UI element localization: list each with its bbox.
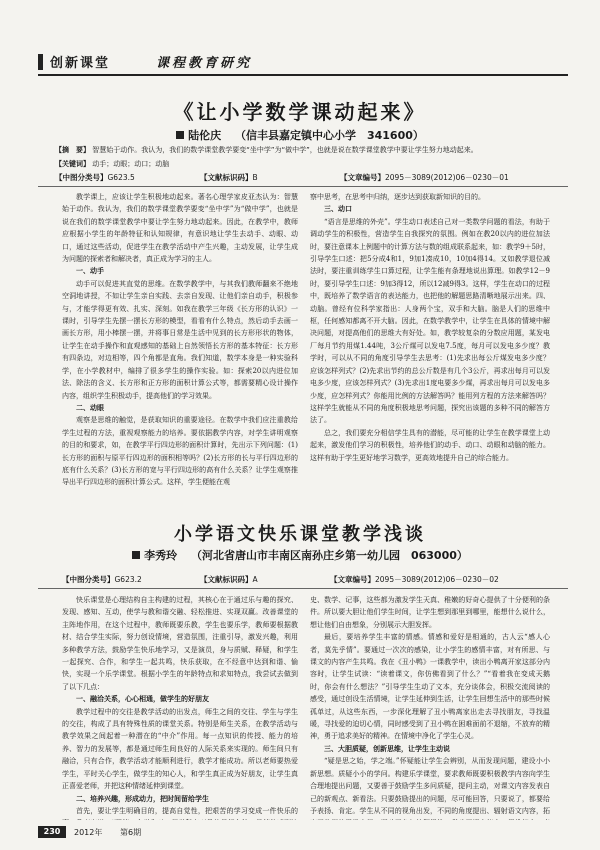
header-marker xyxy=(38,54,43,70)
keywords-label: 【关键词】 xyxy=(55,160,90,168)
abstract-label: 【摘 要】 xyxy=(55,146,90,154)
art-label: 【文章编号】 xyxy=(330,575,375,584)
doc-value: B xyxy=(252,173,258,182)
section-heading: 二、培养兴趣，形成动力，把时间留给学生 xyxy=(76,793,209,803)
section-heading: 二、动眼 xyxy=(76,402,104,412)
cls-value: G623.2 xyxy=(114,575,142,584)
doc-label: 【文献标识码】 xyxy=(200,173,253,182)
footer-year: 2012年 xyxy=(74,828,103,837)
section-heading: 三、动口 xyxy=(324,204,352,214)
paragraph: 观察是思维的触觉，是获取知识的重要途径。在数学中我们应注重教给学生过程的方法，重视观察能力的培养。要依据教学内容，对学生讲明观察的目的和要求，如，在教学平行四边形的面积计算时，先出示下列问题：(1)长方形的面积与原平行四边形的面积相等吗？(2)长方形的长与平行四边形的底有什么关系？(3)长方形的宽与平行四边形的高有什么关系？让学生观察推导出平行四边形的面积计算公式。这样，学生便能在观 xyxy=(62,416,298,487)
section-heading: 一、动手 xyxy=(76,266,104,276)
doc-label: 【文献标识码】 xyxy=(200,575,253,584)
paragraph: 总之，我们要充分相信学生具有的潜能，尽可能的让学生在教学课堂上动起来，激发他们学习的积极性，培养他们的动手、动口、动眼和动脑的能力。这样有助于学生更好地学习数学，更高效地提升自己的综合能力。 xyxy=(310,428,550,462)
doc-value: A xyxy=(252,575,258,584)
section-label: 创新课堂 xyxy=(50,56,111,71)
article2-affiliation: （河北省唐山市丰南区南孙庄乡第一幼儿园 063000） xyxy=(190,549,468,562)
article1-author-line xyxy=(0,127,600,143)
divider xyxy=(38,588,568,589)
article1-cls xyxy=(55,172,135,183)
paragraph: 动手可以促进其直觉的思维。在数学教学中，与其我们教师翻来不绝地空洞地讲授，不如让学生亲自实践、去亲自发现、让他们亲自动手，积极参与，才能学得更有效、扎实、深刻。如我在教学三年级《长方形的认识》一课时，引导学生先摆一摆长方形的模型，看看有什么特点，然后动手去画一画长方形，用小棒摆一摆，并将事日常是生活中见到的长方形形状的物体，让学生在动手操作和直观感知的基础上自然领悟长方形的基本特征：长方形有四条边，对边相等，四个角都是直角。我们知道，数学本身是一种实验科学，在小学教材中，编排了很多学生的操作实验。如：探索20以内进位加法、除法的含义、长方形和正方形的面积计算公式等，都需要精心设计操作内容，组织学生积极动手，提高他们的学习效果。 xyxy=(62,279,298,400)
paragraph: 最后，要培养学生丰富的情感。情感和爱好是相通的，古人云“感人心者，莫先乎情”。要通过一次次的感染，让小学生的感情丰富，对有所思、与课文的内容产生共鸣。我在《丑小鸭》一课教学中，读出小鸭离开家这部分内容时，让学生试读：“读着课文，你仿佛看到了什么？”“看着我在变成天鹅时，你会有什么想法？”引导学生生动了文本，充分谈体会，积极交流阅读的感受，通过创设生活情境，让学生延伸到生活，让学生回想生活中的那些时候孤单过，从这些东西，一步深化理解了丑小鸭离家出走去寻找朋友，寻找温暖，寻找爱的迫切心情，同时感受到了丑小鸭在困难面前不退缩，不放弃的精神，勇于追求美好的精神。在情境中净化了学生心灵。 xyxy=(310,633,550,741)
art-value: 2095－3089(2012)06－0230－02 xyxy=(375,575,499,584)
cls-label: 【中图分类号】 xyxy=(62,575,115,584)
cls-value: G623.5 xyxy=(107,173,135,182)
page-header xyxy=(38,50,568,76)
author-square-icon xyxy=(132,551,140,559)
paragraph: 首先，要让学生明确目的，提高自觉性，把艰苦的学习变成一件快乐的 xyxy=(76,806,298,815)
cls-label: 【中图分类号】 xyxy=(55,173,108,182)
section-heading: 一、融洽关系，心心相通，做学生的好朋友 xyxy=(76,694,209,704)
paragraph: “疑是思之始，学之端。”怀疑能让学生会辨别，从而发现问题，建设小小新思想。质疑小小的学问。构建乐学课堂，要求教师既要积极教学内容向学生合理地提出问题，又要善于鼓励学生多问质疑，提问主动，对课文内容发表自己的新观点、新看法。只要鼓励提出的问题，尽可能回答，只要说了，都要给予表扬、肯定。学生从不同的视角出发，不同的角度提出、辐射语文内容，拓 xyxy=(310,757,550,815)
article2-author: 李秀玲 xyxy=(144,549,178,562)
article1-art xyxy=(340,172,509,183)
article2-art xyxy=(330,574,499,585)
article1-abstract xyxy=(55,145,565,156)
article1-affiliation: （信丰县嘉定镇中心小学 341600） xyxy=(234,129,424,142)
keywords-text: 动手；动眼；动口；动脑 xyxy=(92,160,170,168)
article2-title: 小学语文快乐课堂教学浅谈 xyxy=(174,524,426,545)
section-heading: 三、大胆质疑，创新思维，让学生主动说 xyxy=(324,743,450,753)
paragraph: 快乐课堂是心理结构自主构建的过程，其核心在于通过乐与趣的探究、发现、感知、互动，使学与教和谐交融、轻松推进、实现双赢。改善课堂的主阵地作用，在这个过程中，教师既要乐教，学生也要乐学，教师要根据教材、结合学生实际，努力创设情境，营造氛围，注重引导，激发兴趣，利用多种教学方法，鼓励学生快乐地学习，又是演员，身与质赋、释疑，和学生一起探究、合作，和学生一起共鸣，快乐获取，在不经意中达到和谐、愉快，实现一个乐学课堂。根据小学生的年龄特点和求知特点，我尝试去做到了以下几点： xyxy=(62,596,298,691)
article2-doc xyxy=(200,574,258,585)
article2-left-column xyxy=(62,594,298,820)
article1-left-column xyxy=(62,191,298,491)
article2-author-line xyxy=(0,547,600,563)
article2-right-column xyxy=(310,594,550,820)
footer-issue: 第6期 xyxy=(120,828,142,837)
paragraph: 教学课上，应该让学生积极地动起来。著名心理学家皮亚杰认为：智慧始于动作。我认为，我们的数学课堂教学要变“坐中学”为“做中学”，也就是说在我们的数学课堂教学中要让学生努力地动起来。因此，在教学中，教师应根据小学生的年龄特征和认知规律，有意识地让学生去动手、动眼、动口，通过这些活动，促进学生在教学活动中产生兴趣，主动发展，让学生成为问题的探索者和解决者，真正成为学习的主人。 xyxy=(62,193,298,264)
art-label: 【文章编号】 xyxy=(340,173,385,182)
article1-doc xyxy=(200,172,258,183)
abstract-text: 智慧始于动作。我认为，我们的数学课堂教学要变“坐中学”为“做中学”，也就是说在数学课堂教学中要让学生努力地动起来。 xyxy=(92,146,478,154)
article1-title: 《让小学数学课动起来》 xyxy=(173,100,427,124)
journal-name: 课程教育研究 xyxy=(156,56,253,71)
page-footer xyxy=(38,826,568,840)
author-square-icon xyxy=(176,131,184,139)
paragraph: 察中思考，在思考中归纳，逐步达到获取新知识的目的。 xyxy=(310,193,485,201)
article1-author: 陆伦庆 xyxy=(188,129,222,142)
paragraph: 教学过程中的交往是教学活动的出发点，师生之间的交往、学生与学生的交往，构成了具有特殊性质的课堂关系。特别是师生关系，在教学活动与教学效果之间起着一种潜在的“中介”作用。每一点知识的传授、能力的培养、智力的发展等，都是通过师生间良好的人际关系来实现的。师生间只有融洽，只有合作，教学活动才能顺利进行，教学才能成功。所以老师要热爱学生，平时关心学生，做学生的知心人，和学生真正成为好朋友，让学生真正喜爱老师，并把这种情绪延伸到课堂。 xyxy=(62,707,298,791)
paragraph: 史、数学、记事，这些都为激发学生天真、稚嫩的好奇心提供了十分便利的条件。所以要大胆让他们学生时间，让学生想到那里到哪里，能想什么说什么，想让他们自由想象，分别展示大胆发挥。 xyxy=(310,596,550,629)
article2-cls xyxy=(62,574,142,585)
page-number: 230 xyxy=(38,826,66,838)
paragraph: “语言是思维的外壳”。学生动口表述自己对一类数学问题的看法，有助于调动学生的积极性，营造学生自我探究的氛围。例如在教20以内的进位加法时，要注意课本上例题中的计算方法与数的组成联系起来，如：教学9＋5时，引导学生口述：把5分成4和1，9加1凑成10，10加4得14。又如教学退位减法时，要注重训练学生口算过程，让学生能有条理地说出算理。如教学12－9时，要引导学生口述：9加3得12，所以12减9得3。这样，学生在动口的过程中，既培养了数学语言的表达能力，也把他的解题思路清晰地展示出来。四、动脑。曾经有位科学家指出：人身两个宝，双手和大脑。脑是人们的思维中枢，任何感知都离不开大脑。因此，在数学教学中，让学生在具体的情境中解决问题，对提高他们的思维大有好处。如，教学较复杂的分数应用题，某发电厂每月节约用煤1.44吨，3公斤煤可以发电7.5度，每月可以发电多少度？教学时，可以从不同的角度引导学生去思考：(1)先求出每公斤煤发电多少度？应该怎样列式？(2)先求出节约的总公斤数是有几个3公斤，再求出每月可以发电多少度，应该怎样列式？(3)先求出1度电要多少煤，再求出每月可以发电多少度，应怎样列式？你能用比例的方法解答吗？能用列方程的方法来解答吗？这样学生就能从不同的角度积极地思考问题，探究出该题的多种不同的解答方法了。 xyxy=(310,217,550,425)
divider xyxy=(38,186,568,187)
article1-keywords xyxy=(55,159,565,170)
art-value: 2095－3089(2012)06－0230－01 xyxy=(385,173,509,182)
article1-right-column xyxy=(310,191,550,491)
